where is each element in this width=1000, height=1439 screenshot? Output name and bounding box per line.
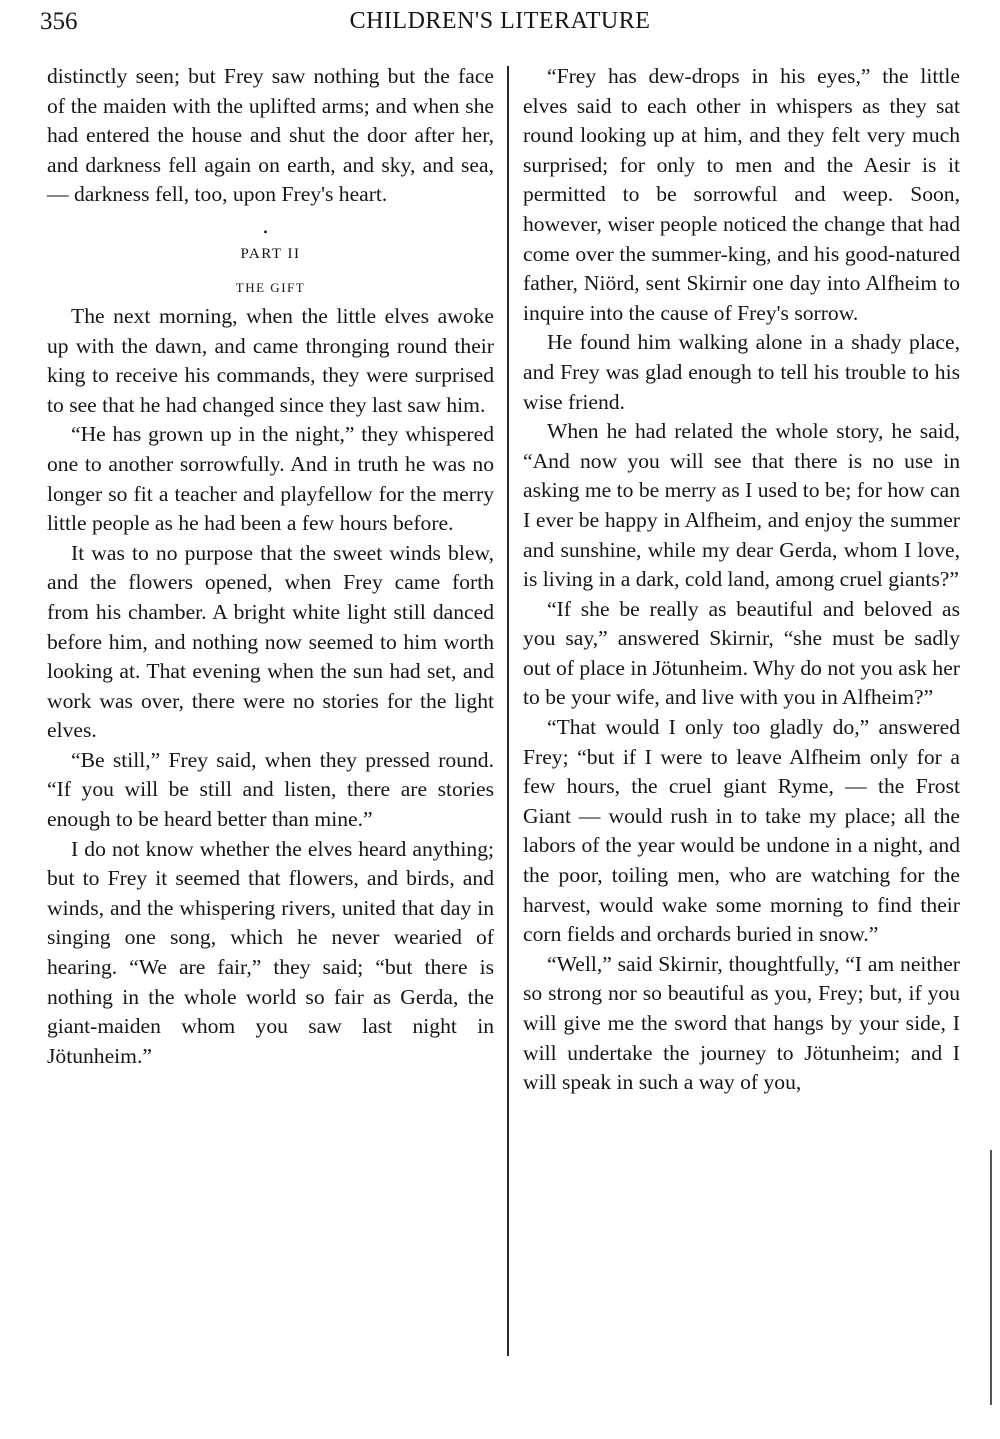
paragraph-continued: distinctly seen; but Frey saw nothing but the face of the maiden with the uplifted arms; and when she had entered the house and shut the door after her, and darkness fell again on earth, and sky, and sea, — darkness fell, too, upon Frey's heart. [47,64,494,207]
paragraph: “That would I only too gladly do,” answered Frey; “but if I were to leave Alfheim only for a few hours, the cruel giant Ryme, — the Frost Giant — would rush in to take my place; all the labors of the year would be undone in a night, and the poor, toiling men, who are watching for the harvest, would wake some morning to find their corn fields and orchards buried in snow.” [523,715,960,947]
paragraph: “Well,” said Skirnir, thoughtfully, “I am neither so strong nor so beautiful as you, Frey; but, if you will give me the sword that hangs by your side, I will undertake the journey to Jötunheim; and I will speak in such a way of you, [523,951,960,1095]
paragraph: I do not know whether the elves heard anything; but to Frey it seemed that flowers, and birds, and winds, and the whispering rivers, united that day in singing one song, which he never wearied of hearing. “We are fair,” they said; “but there is nothing in the whole world so fair as Gerda, the giant-maiden whom you saw last night in Jötunheim.” [47,836,494,1068]
column-divider [507,66,509,1356]
page-edge-line [990,1150,992,1405]
left-column [47,62,494,1071]
paragraph: The next morning, when the little elves awoke up with the dawn, and came thronging round their king to receive his commands, they were surprised to see that he had changed since they last saw him. [47,303,494,417]
paragraph: It was to no purpose that the sweet winds blew, and the flowers opened, when Frey came forth from his chamber. A bright white light still danced before him, and nothing now seemed to him worth looking at. That evening when the sun had set, and work was over, there were no stories for the light elves. [47,540,494,743]
ornament-dot: • [263,224,268,239]
part-heading: PART II [240,245,301,262]
part-subheading: THE GIFT [235,279,306,295]
page-header [0,8,1000,42]
paragraph: “He has grown up in the night,” they whispered one to another sorrowfully. And in truth he was no longer so fit a teacher and playfellow for the merry little people as he had been a few hours before. [47,422,494,536]
paragraph: “If she be really as beautiful and beloved as you say,” answered Skirnir, “she must be sadly out of place in Jötunheim. Why do not you ask her to be your wife, and live with you in Alfheim?” [523,596,960,710]
running-title: CHILDREN'S LITERATURE [349,8,651,34]
right-column [523,62,960,1098]
paragraph: When he had related the whole story, he said, “And now you will see that there is no use in asking me to be merry as I used to be; for how can I ever be happy in Alfheim, and enjoy the summer and sunshine, while my dear Gerda, whom I love, is living in a dark, cold land, among cruel giants?” [523,419,960,592]
paragraph: He found him walking alone in a shady place, and Frey was glad enough to tell his trouble to his wise friend. [523,330,960,414]
paragraph: “Frey has dew-drops in his eyes,” the little elves said to each other in whispers as they sat round looking up at him, and they felt very much surprised; for only to men and the Aesir is it permitted to be sorrowful and weep. Soon, however, wiser people noticed the change that had come over the summer-king, and his good-natured father, Niörd, sent Skirnir one day into Alfheim to inquire into the cause of Frey's sorrow. [523,64,960,325]
page-number: 356 [40,8,78,35]
paragraph: “Be still,” Frey said, when they pressed round. “If you will be still and listen, there are stories enough to be heard better than mine.” [47,747,494,832]
